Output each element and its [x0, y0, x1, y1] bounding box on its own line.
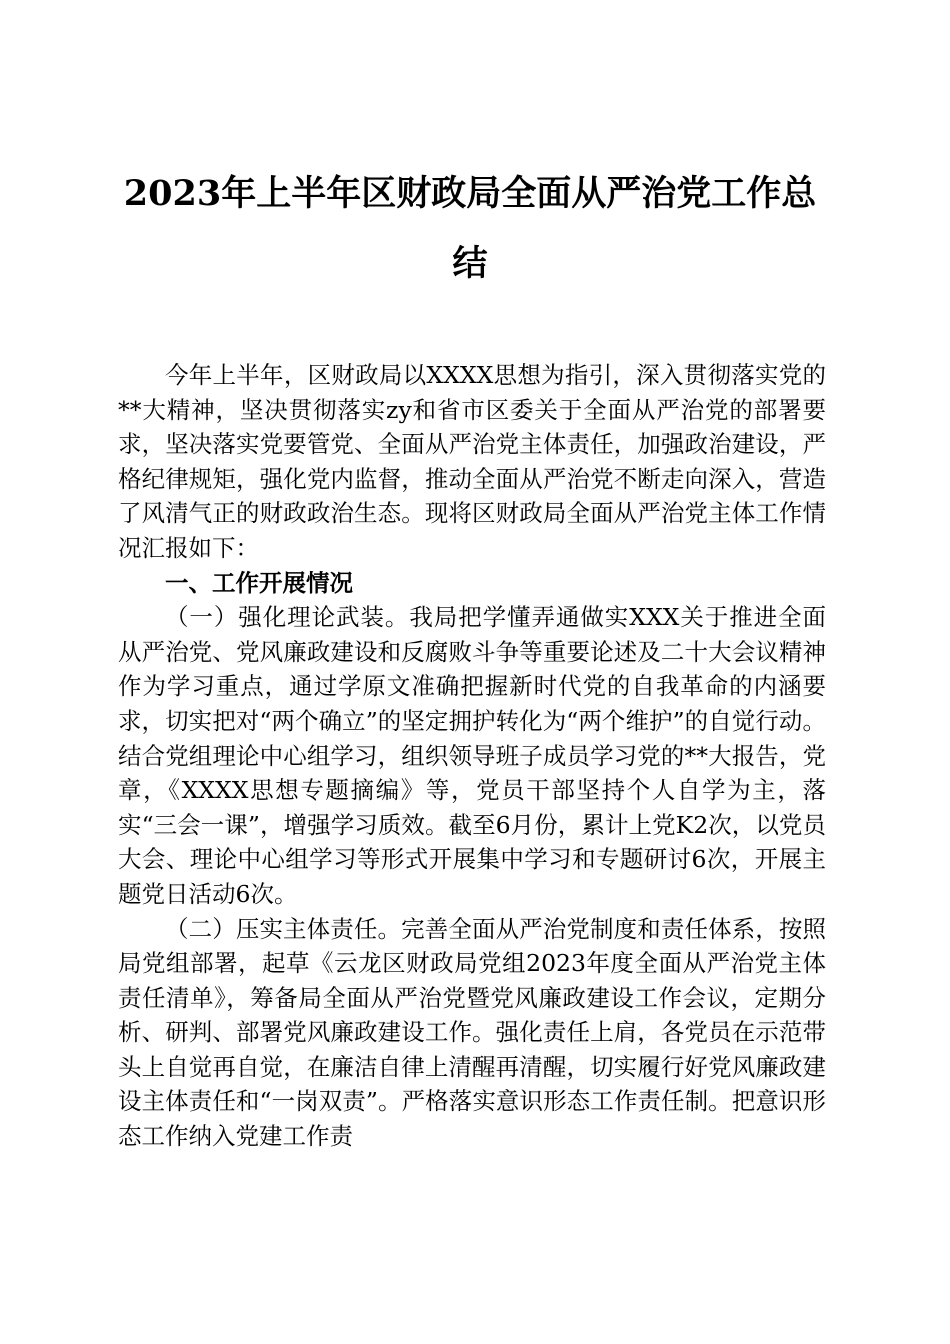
item-2-body: 完善全面从严治党制度和责任体系，按照局党组部署，起草《云龙区财政局党组2023年度全面从严治党主体责任清单》，筹备局全面从严治党暨党风廉政建设工作会议，定期分析、研判、部署党风廉政建设工作。强化责任上肩，各党员在示范带头上自觉再自觉，在廉洁自律上清醒再清醒，切实履行好党风廉政建设主体责任和“一岗双责”。严格落实意识形态工作责任制。把意识形态工作纳入党建工作责	[118, 914, 827, 1151]
item-1-heading: （一）强化理论武装。	[165, 603, 410, 632]
section-heading-work-progress: 一、工作开展情况	[165, 568, 353, 597]
item-1-body: 我局把学懂弄通做实XXX关于推进全面从严治党、党风廉政建设和反腐败斗争等重要论述及二十大会议精神作为学习重点，通过学原文准确把握新时代党的自我革命的内涵要求，切实把对“两个确立”的坚定拥护转化为“两个维护”的自觉行动。结合党组理论中心组学习，组织领导班子成员学习党的**大报告，党章，《XXXX思想专题摘编》等，党员干部坚持个人自学为主，落实“三会一课”，增强学习质效。截至6月份，累计上党K2次，以党员大会、理论中心组学习等形式开展集中学习和专题研讨6次，开展主题党日活动6次。	[118, 603, 826, 908]
paragraph-item-2	[118, 912, 826, 1154]
document-title-line-2: 结	[452, 243, 488, 284]
item-2-heading: （二）压实主体责任。	[165, 914, 402, 943]
paragraph-item-1	[118, 600, 826, 911]
document-body	[118, 358, 826, 1154]
intro-paragraph: 今年上半年，区财政局以XXXX思想为指引，深入贯彻落实党的**大精神，坚决贯彻落实zy和省市区委关于全面从严治党的部署要求，坚决落实党要管党、全面从严治党主体责任，加强政治建设，严格纪律规矩，强化党内监督，推动全面从严治党不断走向深入，营造了风清气正的财政政治生态。现将区财政局全面从严治党主体工作情况汇报如下：	[118, 361, 826, 562]
document-title-line-1: 2023年上半年区财政局全面从严治党工作总	[123, 173, 817, 214]
